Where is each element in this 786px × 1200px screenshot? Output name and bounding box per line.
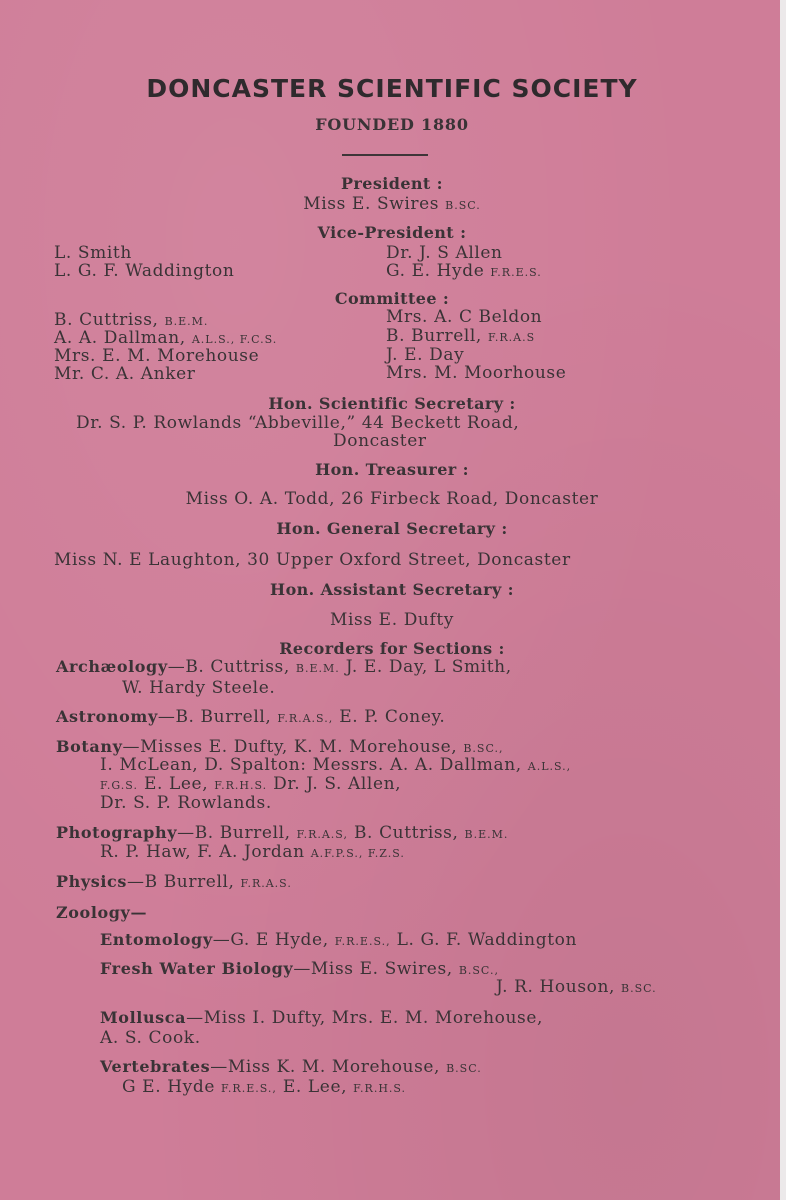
recorders-heading: Recorders for Sections : (279, 639, 505, 658)
botany-line2: I. McLean, D. Spalton: Messrs. A. A. Dallman, A.L.S., (100, 755, 572, 775)
vertebrates-line2: G E. Hyde F.R.E.S., E. Lee, F.R.H.S. (122, 1077, 407, 1097)
committee-left-2: Mrs. E. M. Morehouse (54, 346, 260, 366)
divider-rule (342, 154, 428, 156)
society-title: DONCASTER SCIENTIFIC SOCIETY (146, 74, 638, 103)
scientific-secretary-line1: Dr. S. P. Rowlands “Abbeville,” 44 Beckett Road, (76, 413, 520, 433)
scientific-secretary-line2: Doncaster (333, 431, 427, 451)
botany-line1: Botany—Misses E. Dufty, K. M. Morehouse, B.SC., (56, 737, 504, 757)
committee-heading: Committee : (334, 289, 450, 308)
general-secretary-line: Miss N. E Laughton, 30 Upper Oxford Street, Doncaster (54, 550, 571, 570)
founded-line: FOUNDED 1880 (315, 115, 469, 134)
physics-line: Physics—B Burrell, F.R.A.S. (56, 872, 292, 892)
page-edge (780, 0, 786, 1200)
entomology-line: Entomology—G. E Hyde, F.R.E.S., L. G. F. Waddington (100, 930, 578, 950)
photography-line1: Photography—B. Burrell, F.R.A.S, B. Cuttriss, B.E.M. (56, 823, 509, 843)
fresh-water-line1: Fresh Water Biology—Miss E. Swires, B.SC., (100, 959, 499, 979)
archaeology-line2: W. Hardy Steele. (122, 678, 276, 698)
committee-right-1: B. Burrell, F.R.A.S (386, 326, 536, 346)
vice-president-heading: Vice-President : (317, 223, 467, 242)
vice-president-right-1: G. E. Hyde F.R.E.S. (386, 261, 542, 281)
committee-right-3: Mrs. M. Moorhouse (386, 363, 567, 383)
vice-president-right-0: Dr. J. S Allen (386, 243, 503, 263)
mollusca-line2: A. S. Cook. (100, 1028, 201, 1048)
committee-left-1: A. A. Dallman, A.L.S., F.C.S. (54, 328, 278, 348)
treasurer-line: Miss O. A. Todd, 26 Firbeck Road, Doncaster (185, 489, 599, 509)
zoology-label: Zoology— (56, 903, 148, 922)
committee-left-3: Mr. C. A. Anker (54, 364, 196, 384)
committee-right-2: J. E. Day (386, 345, 465, 365)
president-heading: President : (341, 174, 443, 193)
photography-line2: R. P. Haw, F. A. Jordan A.F.P.S., F.Z.S. (100, 842, 405, 862)
mollusca-line1: Mollusca—Miss I. Dufty, Mrs. E. M. Morehouse, (100, 1008, 544, 1028)
archaeology-line1: Archæology—B. Cuttriss, B.E.M. J. E. Day, L Smith, (56, 657, 512, 677)
vertebrates-line1: Vertebrates—Miss K. M. Morehouse, B.SC. (100, 1057, 482, 1077)
committee-left-0: B. Cuttriss, B.E.M. (54, 310, 209, 330)
general-secretary-heading: Hon. General Secretary : (276, 519, 508, 538)
committee-right-0: Mrs. A. C Beldon (386, 307, 543, 327)
vice-president-left-0: L. Smith (54, 243, 132, 263)
vice-president-left-1: L. G. F. Waddington (54, 261, 235, 281)
botany-line4: Dr. S. P. Rowlands. (100, 793, 272, 813)
botany-line3: F.G.S. E. Lee, F.R.H.S. Dr. J. S. Allen, (100, 774, 402, 794)
assistant-secretary-heading: Hon. Assistant Secretary : (270, 580, 514, 599)
president-name: Miss E. Swires B.SC. (303, 194, 481, 214)
treasurer-heading: Hon. Treasurer : (315, 460, 469, 479)
assistant-secretary-line: Miss E. Dufty (329, 610, 455, 630)
fresh-water-line2: J. R. Houson, B.SC. (496, 977, 657, 997)
astronomy-line: Astronomy—B. Burrell, F.R.A.S., E. P. Coney. (56, 707, 446, 727)
scientific-secretary-heading: Hon. Scientific Secretary : (268, 394, 516, 413)
